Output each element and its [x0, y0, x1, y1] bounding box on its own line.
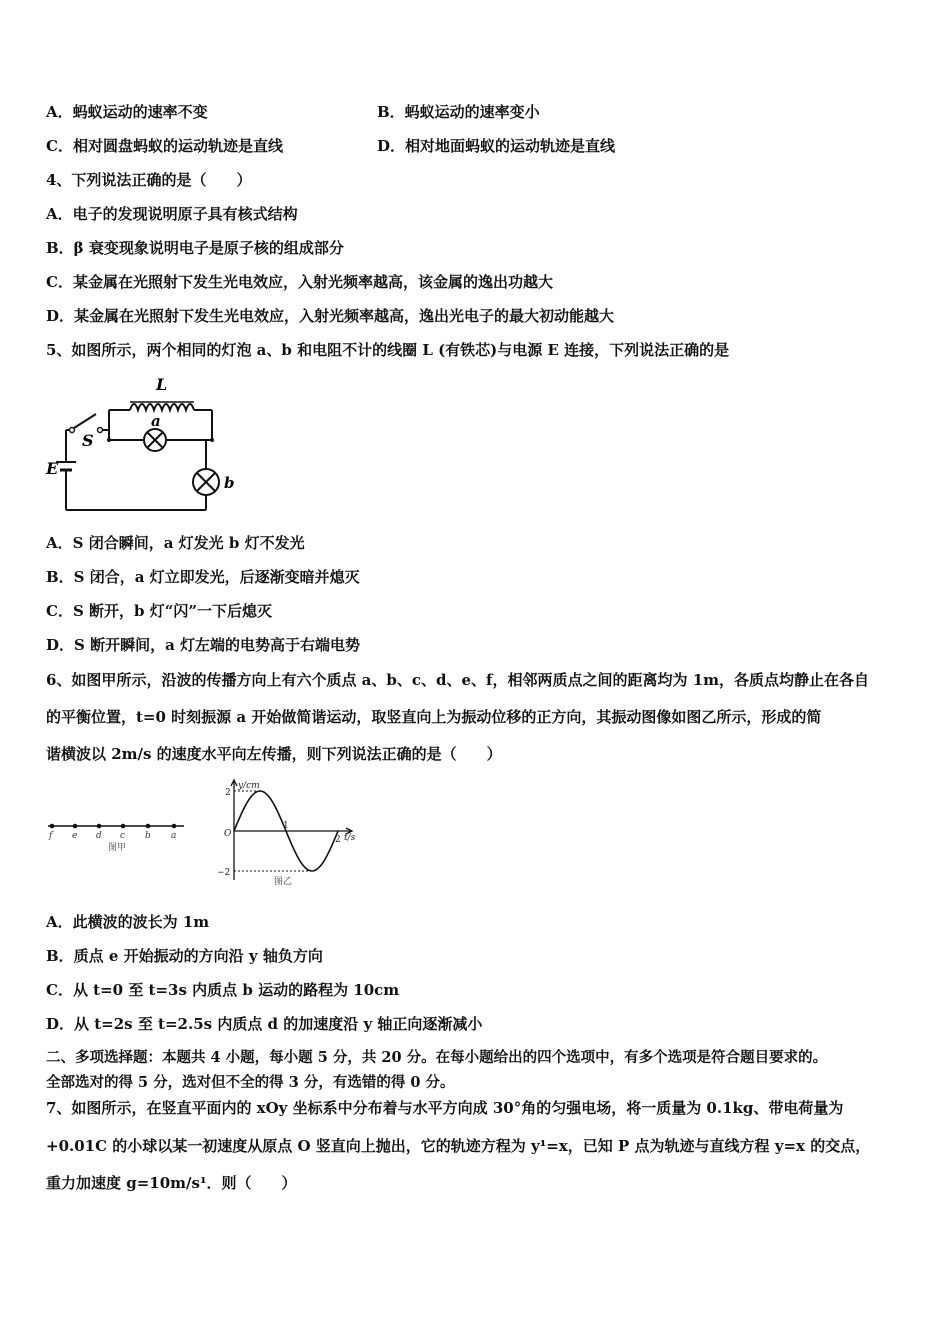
q4-option-d: D．某金属在光照射下发生光电效应，入射光频率越高，逸出光电子的最大初动能越大: [46, 307, 615, 325]
q5-option-a: A．S 闭合瞬间，a 灯发光 b 灯不发光: [46, 534, 305, 552]
q6-stem-line3: 谐横波以 2m/s 的速度水平向左传播，则下列说法正确的是（ ）: [46, 745, 502, 763]
label-c: c: [120, 831, 126, 841]
q3-option-b: B．蚂蚁运动的速率变小: [377, 103, 540, 121]
ylabel: y/cm: [238, 781, 260, 791]
label-L: L: [156, 375, 168, 394]
section2-header: 二、多项选择题：本题共 4 小题，每小题 5 分，共 20 分。在每小题给出的四个选项中，有多个选项是符合题目要求的。: [46, 1049, 828, 1066]
tick-t2: 2: [335, 835, 341, 845]
tick-ymin: −2: [217, 868, 231, 878]
q6-stem-line1: 6、如图甲所示，沿波的传播方向上有六个质点 a、b、c、d、e、f，相邻两质点之间的距离均为 1m，各质点均静止在各自: [46, 671, 870, 689]
point-d: [97, 824, 102, 829]
section2-instructions: 全部选对的得 5 分，选对但不全的得 3 分，有选错的得 0 分。: [46, 1074, 455, 1091]
label-d: d: [96, 831, 102, 841]
xlabel: t/s: [344, 833, 356, 843]
label-e: e: [72, 831, 78, 841]
point-a: [172, 824, 177, 829]
point-e: [73, 824, 78, 829]
q3-option-a: A．蚂蚁运动的速率不变: [46, 103, 208, 121]
label-b: b: [145, 831, 151, 841]
q7-stem-line2: +0.01C 的小球以某一初速度从原点 O 竖直向上抛出，它的轨迹方程为 y¹=x，已知 P 点为轨迹与直线方程 y=x 的交点，: [46, 1137, 871, 1155]
caption-jia: 图甲: [108, 843, 127, 853]
point-c: [121, 824, 126, 829]
point-f: [50, 824, 55, 829]
q4-stem: 4、下列说法正确的是（ ）: [46, 171, 252, 189]
q5-option-d: D．S 断开瞬间，a 灯左端的电势高于右端电势: [46, 636, 361, 654]
q5-circuit-diagram: [44, 370, 244, 520]
q6-stem-line2: 的平衡位置，t=0 时刻振源 a 开始做简谐运动，取竖直向上为振动位移的正方向，其振动图像如图乙所示，形成的简: [46, 708, 822, 726]
q4-option-a: A．电子的发现说明原子具有核式结构: [46, 205, 298, 223]
q6-figure-jia: [44, 812, 189, 854]
q6-option-a: A．此横波的波长为 1m: [46, 913, 210, 931]
label-a: a: [171, 831, 177, 841]
q3-option-c: C．相对圆盘蚂蚁的运动轨迹是直线: [46, 137, 283, 155]
label-f: f: [49, 831, 53, 841]
q6-option-c: C．从 t=0 至 t=3s 内质点 b 运动的路程为 10cm: [46, 981, 400, 999]
q7-stem-line3: 重力加速度 g=10m/s¹．则（ ）: [46, 1174, 297, 1192]
tick-t1: 1: [283, 821, 289, 831]
q5-option-c: C．S 断开，b 灯“闪”一下后熄灭: [46, 602, 272, 620]
q4-option-c: C．某金属在光照射下发生光电效应，入射光频率越高，该金属的逸出功越大: [46, 273, 553, 291]
q7-stem-line1: 7、如图所示，在竖直平面内的 xOy 坐标系中分布着与水平方向成 30°角的匀强电场，将一质量为 0.1kg、带电荷量为: [46, 1099, 844, 1117]
caption-yi: 图乙: [274, 877, 293, 887]
label-S: S: [82, 431, 94, 450]
q3-option-d: D．相对地面蚂蚁的运动轨迹是直线: [377, 137, 616, 155]
label-a: a: [151, 412, 161, 430]
point-b: [146, 824, 151, 829]
label-b: b: [224, 474, 235, 492]
q5-option-b: B．S 闭合，a 灯立即发光，后逐渐变暗并熄灭: [46, 568, 360, 586]
tick-ymax: 2: [225, 788, 231, 798]
q6-figure-yi: [212, 776, 372, 888]
label-E: E: [46, 459, 59, 478]
q6-option-b: B．质点 e 开始振动的方向沿 y 轴负方向: [46, 947, 323, 965]
q5-stem: 5、如图所示，两个相同的灯泡 a、b 和电阻不计的线圈 L (有铁芯)与电源 E 连接，下列说法正确的是: [46, 341, 730, 359]
origin-label: O: [224, 829, 232, 839]
q6-option-d: D．从 t=2s 至 t=2.5s 内质点 d 的加速度沿 y 轴正向逐渐减小: [46, 1015, 483, 1033]
q4-option-b: B．β 衰变现象说明电子是原子核的组成部分: [46, 239, 344, 257]
